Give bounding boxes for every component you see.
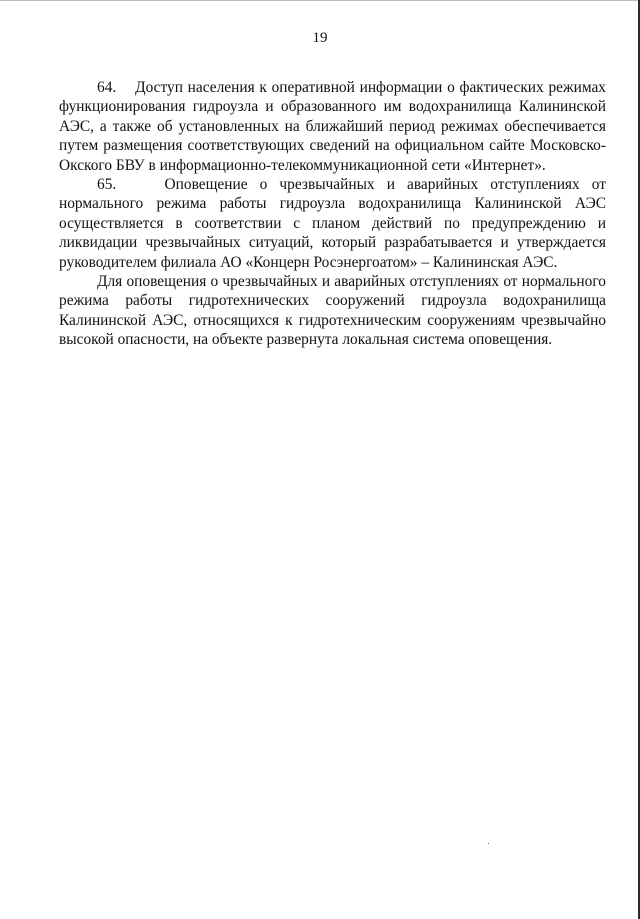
document-body <box>59 78 606 350</box>
page-number: 19 <box>312 30 328 46</box>
paragraph-65: 65. Оповещение о чрезвычайных и аварийных отступлениях от нормального режима работы гидроузла водохранилища Калининской АЭС осуществляется в соответствии с планом действий по предупреждению и ликвидации чрезвычайных ситуаций, который разрабатывается и утверждается руководителем филиала АО «Концерн Росэнергоатом» – Калининская АЭС. <box>59 176 606 271</box>
paragraph-notification: Для оповещения о чрезвычайных и аварийных отступлениях от нормального режима работы гидротехнических сооружений гидроузла водохранилища Калининской АЭС, относящихся к гидротехническим сооружениям чрезвычайно высокой опасности, на объекте развернута локальная система оповещения. <box>59 273 606 349</box>
scan-edge-top <box>0 0 640 1</box>
scan-speck <box>488 843 489 844</box>
paragraph-64: 64. Доступ населения к оперативной информации о фактических режимах функционирования гидроузла и образованного им водохранилища Калининской АЭС, а также об установленных на ближайший период режимах обеспечивается путем размещения соответствующих сведений на официальном сайте Московско-Окского БВУ в информационно-телекоммуникационной сети «Интернет». <box>59 79 606 174</box>
